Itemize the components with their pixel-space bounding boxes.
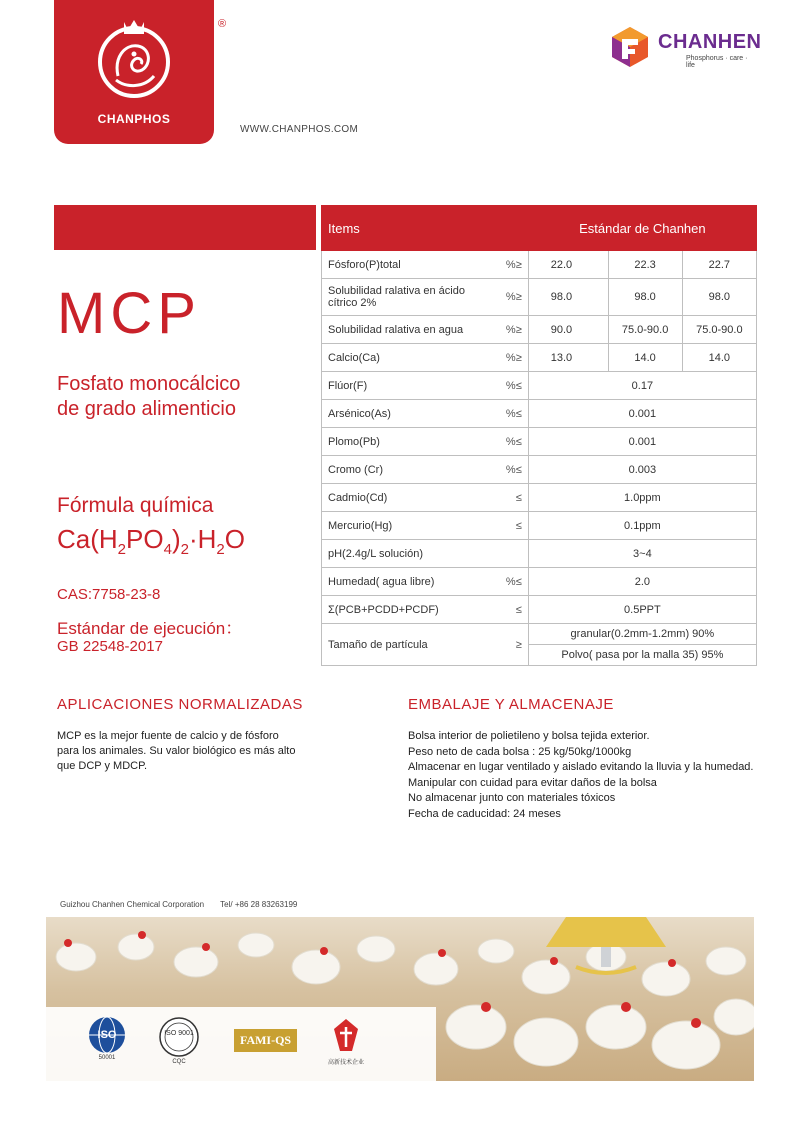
brand-badge [54, 0, 227, 144]
table-row [322, 251, 757, 279]
high-tech-label: 高新技术企业 [327, 1060, 364, 1066]
product-subtitle [57, 372, 307, 422]
table-row [322, 456, 757, 484]
chanhen-logo [608, 25, 762, 69]
row-value: 0.5PPT [528, 596, 756, 624]
spec-table [321, 205, 757, 666]
row-unit: ≤ [490, 596, 528, 624]
row-item: Σ(PCB+PCDD+PCDF) [322, 596, 491, 624]
high-tech-enterprise-icon [326, 1015, 366, 1055]
table-row [322, 568, 757, 596]
row-value: 14.0 [608, 344, 682, 372]
row-value: 22.7 [682, 251, 756, 279]
iso9001-seal-icon [156, 1015, 202, 1061]
header-standard: Estándar de Chanhen [528, 206, 756, 251]
row-value: Polvo( pasa por la malla 35) 95% [528, 645, 756, 666]
row-value: 14.0 [682, 344, 756, 372]
list-item: Fecha de caducidad: 24 meses [408, 807, 561, 820]
table-row [322, 624, 757, 645]
row-unit: %≥ [490, 251, 528, 279]
iso9001-label: ISO 9001 [164, 1030, 194, 1037]
table-row [322, 400, 757, 428]
table-row [322, 316, 757, 344]
row-unit: %≤ [490, 568, 528, 596]
list-item: Manipular con cuidad para evitar daños de la bolsa [408, 776, 657, 789]
standard-value: GB 22548-2017 [57, 638, 163, 655]
table-row [322, 484, 757, 512]
row-item: Plomo(Pb) [322, 428, 491, 456]
applications-line: que DCP y MDCP. [57, 760, 148, 772]
row-value: 0.003 [528, 456, 756, 484]
footer-info [60, 900, 311, 909]
website-link[interactable]: WWW.CHANPHOS.COM [240, 124, 359, 135]
row-unit: %≤ [490, 400, 528, 428]
fami-label: FAMI-QS [234, 1029, 297, 1052]
row-unit [490, 540, 528, 568]
registered-mark: ® [218, 18, 227, 30]
poultry-farm-image [46, 917, 754, 1081]
row-item: Cromo (Cr) [322, 456, 491, 484]
header-items: Items [322, 206, 529, 251]
row-value: 2.0 [528, 568, 756, 596]
table-row [322, 279, 757, 316]
row-value: 90.0 [528, 316, 608, 344]
row-unit: ≤ [490, 512, 528, 540]
chanhen-hexagon-icon [608, 25, 652, 69]
iso9001-sub: CQC [172, 1059, 186, 1065]
row-value: 0.001 [528, 428, 756, 456]
list-item: Almacenar en lugar ventilado y aislado evitando la lluvia y la humedad. [408, 761, 754, 773]
chanphos-logo-icon [94, 14, 174, 109]
row-value: 98.0 [682, 279, 756, 316]
row-item: Fósforo(P)total [322, 251, 491, 279]
list-item: No almacenar junto con materiales tóxicos [408, 792, 616, 804]
row-unit: %≥ [490, 316, 528, 344]
row-item: Cadmio(Cd) [322, 484, 491, 512]
row-item: Solubilidad ralativa en ácido cítrico 2% [322, 279, 491, 316]
row-item: Humedad( agua libre) [322, 568, 491, 596]
row-unit: ≤ [490, 484, 528, 512]
iso-code: 50001 [98, 1055, 116, 1061]
row-item: Mercurio(Hg) [322, 512, 491, 540]
subtitle-line-1: Fosfato monocálcico [57, 373, 241, 395]
brand-name: CHANPHOS [97, 112, 171, 126]
row-value: 1.0ppm [528, 484, 756, 512]
row-item: Arsénico(As) [322, 400, 491, 428]
row-unit: %≤ [490, 428, 528, 456]
table-row [322, 596, 757, 624]
partner-name: CHANHEN [658, 31, 762, 53]
partner-tagline: Phosphorus · care · life [686, 55, 748, 69]
row-value: 75.0-90.0 [682, 316, 756, 344]
row-item: Solubilidad ralativa en agua [322, 316, 491, 344]
iso-label: ISO [97, 1029, 117, 1041]
certification-logos [46, 1007, 436, 1081]
table-header-row [322, 206, 757, 251]
row-item: Calcio(Ca) [322, 344, 491, 372]
standard-label: Estándar de ejecución： [57, 619, 243, 638]
table-row [322, 512, 757, 540]
fami-qs-badge [234, 1029, 297, 1052]
list-item: Bolsa interior de polietileno y bolsa tejida exterior. [408, 730, 650, 742]
row-value: 13.0 [528, 344, 608, 372]
table-row [322, 344, 757, 372]
row-item: pH(2.4g/L solución) [322, 540, 491, 568]
chemical-formula: $Ca(H_2PO_4)_2\cdot H_2O$ [57, 524, 245, 559]
row-value: 75.0-90.0 [608, 316, 682, 344]
applications-text [57, 729, 357, 774]
row-value: granular(0.2mm-1.2mm) 90% [528, 624, 756, 645]
applications-title: APLICACIONES NORMALIZADAS [57, 696, 303, 713]
row-unit: ≥ [490, 624, 528, 666]
row-value: 0.1ppm [528, 512, 756, 540]
packaging-list [408, 729, 758, 822]
row-value: 98.0 [528, 279, 608, 316]
telephone: Tel/ +86 28 83263199 [220, 900, 298, 909]
row-item: Flúor(F) [322, 372, 491, 400]
left-header-bar [54, 205, 316, 250]
row-unit: %≤ [490, 372, 528, 400]
product-title: MCP [57, 281, 201, 346]
row-value: 22.0 [528, 251, 608, 279]
applications-line: MCP es la mejor fuente de calcio y de fósforo [57, 730, 279, 742]
row-item: Tamaño de partícula [322, 624, 491, 666]
table-row [322, 372, 757, 400]
row-unit: %≤ [490, 456, 528, 484]
cas-number: CAS:7758-23-8 [57, 586, 161, 603]
list-item: Peso neto de cada bolsa : 25 kg/50kg/1000kg [408, 745, 632, 758]
packaging-title: EMBALAJE Y ALMACENAJE [408, 696, 614, 713]
row-value: 98.0 [608, 279, 682, 316]
row-unit: %≥ [490, 279, 528, 316]
row-value: 0.17 [528, 372, 756, 400]
applications-line: para los animales. Su valor biológico es más alto [57, 745, 296, 757]
table-row [322, 540, 757, 568]
company-name: Guizhou Chanhen Chemical Corporation [60, 900, 205, 909]
table-row [322, 428, 757, 456]
subtitle-line-2: de grado alimenticio [57, 398, 236, 420]
row-value: 22.3 [608, 251, 682, 279]
row-unit: %≥ [490, 344, 528, 372]
row-value: 3~4 [528, 540, 756, 568]
row-value: 0.001 [528, 400, 756, 428]
formula-label: Fórmula química [57, 494, 214, 517]
